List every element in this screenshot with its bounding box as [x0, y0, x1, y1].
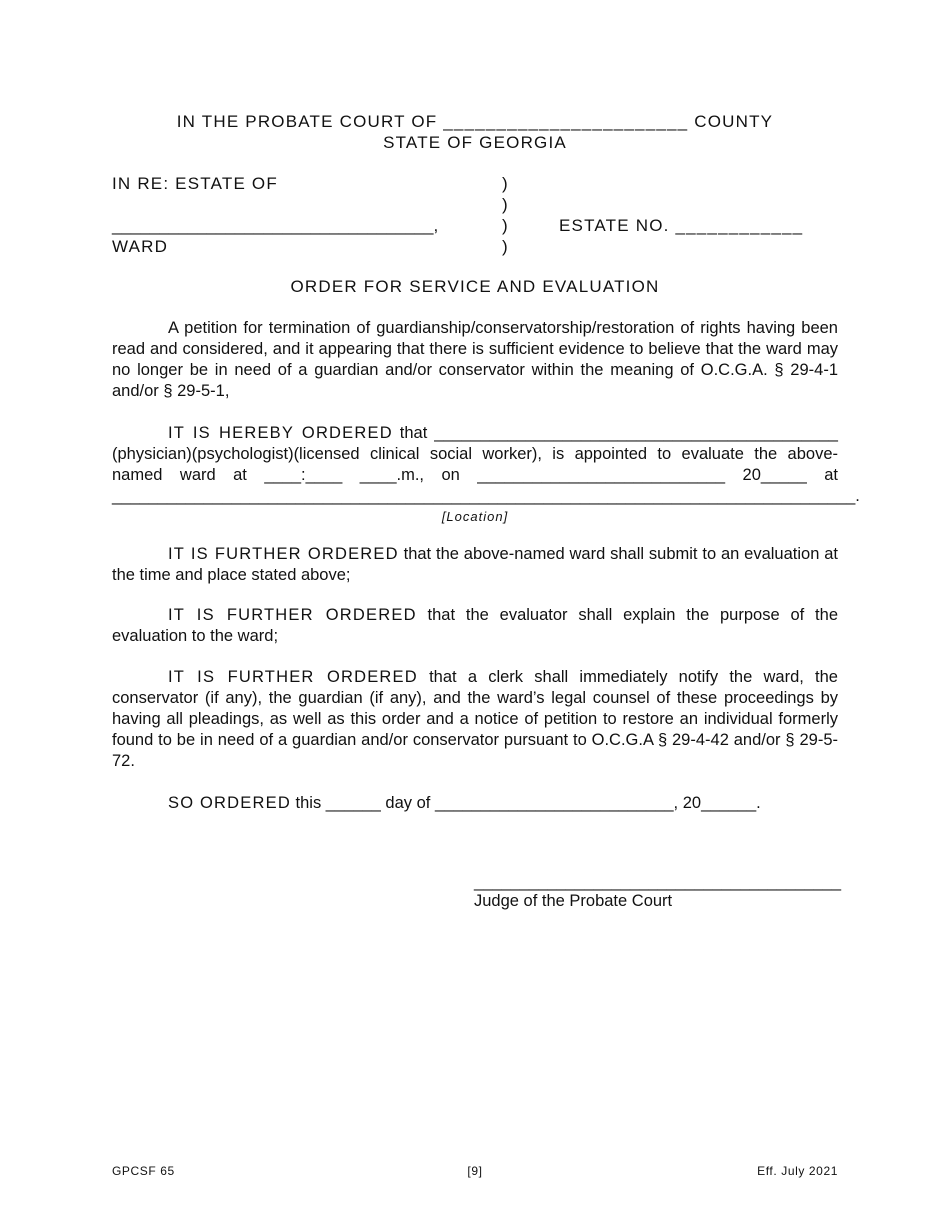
further-ordered-lead: IT IS FURTHER ORDERED: [168, 668, 418, 686]
order-explain-paragraph: IT IS FURTHER ORDERED that the evaluator shall explain the purpose of the evaluation to the ward;: [112, 606, 838, 645]
intro-paragraph: A petition for termination of guardianship/conservatorship/restoration of rights having been read and considered, and it appearing that there is sufficient evidence to believe that the ward may no longer be in need of a guardian and/or conservator within the meaning of O.C.G.A. § 29-4-1 and/or § 29-5-1,: [112, 319, 838, 400]
form-id: GPCSF 65: [112, 1164, 175, 1178]
ward-name-blank: __________________________________,: [112, 216, 439, 235]
judge-signature-label: Judge of the Probate Court: [474, 892, 673, 910]
further-ordered-lead: IT IS FURTHER ORDERED: [168, 545, 399, 563]
time-blank: ____:____: [264, 466, 343, 484]
order-appointment-line-1: [112, 423, 838, 444]
ward-label: WARD: [112, 237, 169, 256]
estate-number-field: ESTATE NO. ____________: [559, 216, 804, 235]
am-pm-blank: ____.m.,: [359, 466, 425, 484]
order-submit-paragraph: IT IS FURTHER ORDERED that the above-named ward shall submit to an evaluation at the time and place stated above;: [112, 545, 839, 584]
caption-paren: ): [502, 195, 508, 214]
further-ordered-lead: IT IS FURTHER ORDERED: [168, 606, 417, 624]
year-blank: 20_____: [742, 466, 807, 484]
caption-paren: ): [502, 216, 508, 235]
order-notify-paragraph: IT IS FURTHER ORDERED that a clerk shall immediately notify the ward, the conservator (if any), the guardian (if any), and the ward’s legal counsel of these proceedings by having all pleadings, as well as this order and a notice of petition to restore an individual formerly found to be in need of a guardian and/or conservator pursuant to O.C.G.A § 29-4-42 and/or § 29-5-72.: [112, 668, 838, 770]
caption-paren: ): [502, 237, 508, 256]
order-appointment-line-3: named ward at ____:____ ____.m., on ___________________________ 20_____ at: [112, 466, 838, 484]
in-re-label: IN RE: ESTATE OF: [112, 174, 278, 193]
date-blank: ___________________________: [477, 466, 726, 484]
caption-paren: ): [502, 174, 508, 193]
so-ordered-line: SO ORDERED this ______ day of __________________________, 20______.: [168, 794, 761, 812]
so-ordered-lead: SO ORDERED: [168, 794, 291, 812]
location-blank: _________________________________________________________________________________.: [112, 487, 860, 505]
evaluator-name-blank: that ____________________________________________: [399, 424, 838, 442]
document-title: ORDER FOR SERVICE AND EVALUATION: [290, 277, 660, 296]
state-heading: STATE OF GEORGIA: [383, 133, 567, 152]
judge-signature-line: ________________________________________: [474, 873, 842, 891]
page-number: [9]: [467, 1164, 483, 1178]
order-appointment-line-2: (physician)(psychologist)(licensed clinical social worker), is appointed to evaluate the above-: [112, 445, 838, 463]
court-heading: IN THE PROBATE COURT OF _______________________ COUNTY: [176, 112, 774, 131]
order-appointment-paragraph: [112, 423, 860, 507]
effective-date: Eff. July 2021: [757, 1164, 838, 1178]
hereby-ordered-lead: IT IS HEREBY ORDERED: [168, 424, 393, 442]
location-caption: [Location]: [441, 509, 509, 524]
